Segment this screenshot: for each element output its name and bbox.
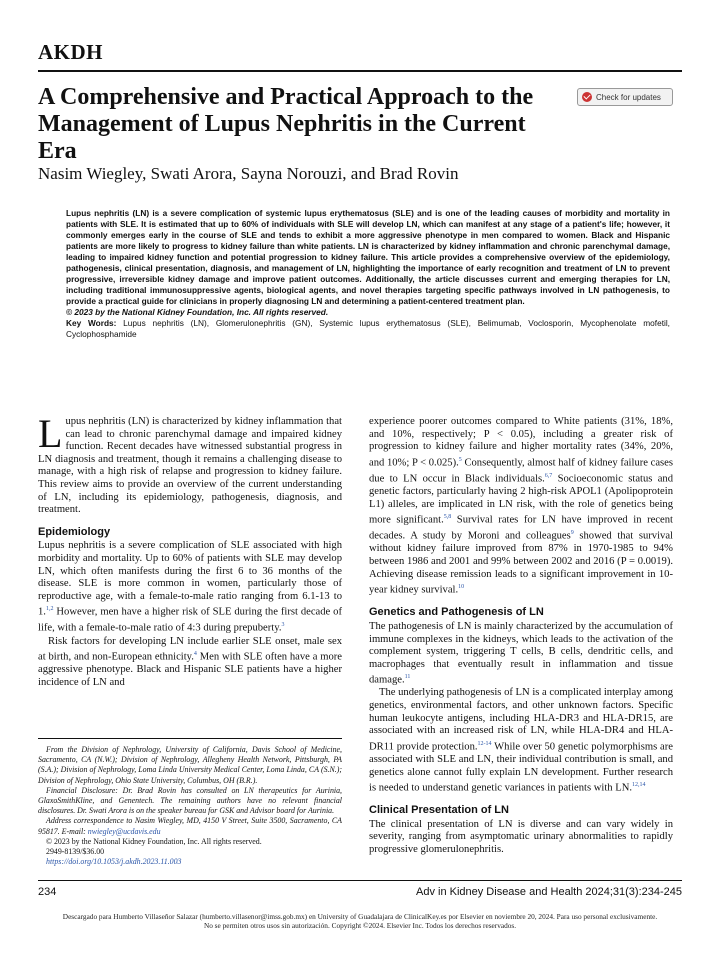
footnote-copyright: © 2023 by the National Kidney Foundation, Inc. All rights reserved. xyxy=(46,836,262,846)
reference-link[interactable]: 12-14 xyxy=(477,740,492,747)
check-for-updates-label: Check for updates xyxy=(596,92,661,102)
affiliations-note: From the Division of Nephrology, University of California, Davis School of Medicine, Sacramento, CA (N.W.); Division of Nephrology, Allegheny Health Network, Pittsburgh, PA (S.A.); Division of Nephrology, Loma Linda University Medical Center, Loma Linda, CA (S.N.); Division of Nephrology, Ohio State University, Columbus, OH (B.R.). xyxy=(38,745,342,785)
genetics-paragraph-2: The underlying pathogenesis of LN is a complicated interplay among genetics, environmental factors, and other unknown factors. Specific human leukocyte antigens, including HLA-DR3 and HLA-DR15, are associated with an increased risk of LN, while HLA-DR4 and HLA-DR11 provide protection.$^{12-14}$ While over 50 genetic polymorphisms are associated with SLE and LN, their individual contribution is small, and genetics alone cannot fully explain LN development. Further research is needed to understand genetic variances in patients with LN.$^{12,14}$ xyxy=(369,687,673,794)
epidemiology-paragraph-2: Risk factors for developing LN include earlier SLE onset, male sex at birth, and non-European ethnicity.$^4$ Men with SLE often have a more aggressive phenotype. Black and Hispanic SLE patients have a higher incidence of LN and xyxy=(38,635,342,688)
email-link[interactable]: nwiegley@ucdavis.edu xyxy=(87,826,161,836)
section-heading-clinical: Clinical Presentation of LN xyxy=(369,804,509,817)
intro-paragraph: Lupus nephritis (LN) is characterized by kidney inflammation that can lead to chronic parenchymal damage and impaired kidney function. Recent decades have witnessed substantial progress in LN diagnosis and treatment, though it remains a challenging disease to manage, with a high risk of relapse and progression to kidney failure. This review aims to provide an overview of the current understanding of LN, including its epidemiology, pathogenesis, diagnosis, and treatment. xyxy=(38,411,342,516)
reference-link[interactable]: 5,8 xyxy=(443,514,452,521)
reference-link[interactable]: 5 xyxy=(458,456,462,463)
abstract-copyright: © 2023 by the National Kidney Foundation, Inc. All rights reserved. xyxy=(66,307,329,317)
disclosure-note: Financial Disclosure: Dr. Brad Rovin has consulted on LN therapeutics for Aurinia, GlaxoSmithKline, and Genentech. The remaining authors have no relevant financial disclosures. Dr. Swati Arora is on the speaker bureau for GSK and Advisor board for Aurinia. xyxy=(38,785,342,816)
journal-name: AKDH xyxy=(38,40,103,64)
reference-link[interactable]: 4 xyxy=(193,651,197,658)
abstract xyxy=(66,208,670,340)
correspondence-note: Address correspondence to Nasim Wiegley, MD, 4150 V Street, Suite 3500, Sacramento, CA 95817. E-mail: nwiegley@ucdavis.edu xyxy=(38,816,342,836)
reference-link[interactable]: 6,7 xyxy=(544,472,553,479)
article-title: A Comprehensive and Practical Approach to the Management of Lupus Nephritis in the Current Era xyxy=(38,84,534,164)
left-column xyxy=(38,411,342,689)
footer-rule xyxy=(38,880,682,881)
footnotes xyxy=(38,738,342,867)
reference-link[interactable]: 11 xyxy=(404,674,411,681)
author-list: Nasim Wiegley, Swati Arora, Sayna Norouzi, and Brad Rovin xyxy=(38,164,459,183)
epidemiology-paragraph-1: Lupus nephritis is a severe complication of SLE associated with high morbidity and mortality. Up to 60% of patients with SLE may develop LN, which often manifests during the first 6 to 36 months of the disease. SLE is more common in women, particularly those of reproductive age, with a female-to-male ratio ranging from 6.1-13 to 1.$^{1,2}$ However, men have a higher risk of SLE during the first decade of life, with a female-to-male ratio of 4:3 during prepuberty.$^3$ xyxy=(38,540,342,634)
clinical-paragraph-1: The clinical presentation of LN is diverse and can vary widely in severity, ranging from asymptomatic urinary abnormalities to rapidly progressive glomerulonephritis. xyxy=(369,818,673,856)
section-heading-epidemiology: Epidemiology xyxy=(38,525,111,538)
abstract-text: Lupus nephritis (LN) is a severe complication of systemic lupus erythematosus (SLE) and is one of the leading causes of morbidity and mortality in patients with SLE. It is estimated that up to 60% of individuals with SLE will develop LN, which can manifest at any stage of a patient's life; however, it commonly emerges early in the course of SLE and tends to exhibit a more aggressive phenotype in men compared to women. Black and Hispanic patients are more likely to progress to kidney failure than white patients. LN is characterized by kidney inflammation and chronic parenchymal damage, leading to impaired kidney function and potential progression to kidney failure. This article provides a comprehensive overview of the epidemiology, pathogenesis, clinical presentation, diagnosis, and management of LN, highlighting the importance of early recognition and treatment of LN to prevent progressive, irreversible kidney damage and improve patient outcomes. Additionally, the article discusses current and emerging therapies for LN, including traditional immunosuppressive agents, biological agents, and novel therapies targeting specific pathways involved in LN pathogenesis, to provide a practical guide for clinicians in properly diagnosing LN and determining a patient-centered treatment plan. xyxy=(66,208,670,306)
check-updates-icon xyxy=(582,92,592,102)
reference-link[interactable]: 9 xyxy=(570,530,574,537)
header-rule xyxy=(38,70,682,72)
drop-cap: L xyxy=(38,411,63,456)
download-notice: Descargado para Humberto Villaseñor Salazar (humberto.villasenor@imss.gob.mx) en University of Guadalajara de ClinicalKey.es por Elsevier en noviembre 20, 2024. Para uso personal exclusivamente. No se permiten otros usos sin autorización. Copyright ©2024. Elsevier Inc. Todos los derechos reservados. xyxy=(62,912,658,930)
page-number: 234 xyxy=(38,886,57,898)
keywords-values: Lupus nephritis (LN), Glomerulonephritis (GN), Systemic lupus erythematosus (SLE), Belimumab, Voclosporin, Mycophenolate mofetil, Cyclophosphamide xyxy=(66,318,670,339)
journal-citation: Adv in Kidney Disease and Health 2024;31(3):234-245 xyxy=(415,886,682,898)
right-column xyxy=(369,416,673,857)
epidemiology-continuation: experience poorer outcomes compared to White patients (31%, 18%, and 10%, respectively; P < 0.05), including a greater risk of progression to kidney failure and higher mortality rates (34%, 20%, and 10%; P < 0.025).$^5$ Consequently, almost half of kidney failure cases due to LN occur in Black individuals.$^{6,7}$ Socioeconomic status and genetic factors, particularly having 2 high-risk APOL1 (Apolipoprotein L1) alleles, are implicated in LN risk, with the role of genetics being more significant.$^{5,8}$ Survival rates for LN have improved in recent decades. A study by Moroni and colleagues$^9$ showed that survival without kidney failure improved from 87% in 1970-1985 to 94% between 1986 and 2001 and 99% between 2002 and 2016 (P = 0.0019). Achieving disease remission leads to a significant improvement in 10-year kidney survival.$^{10}$ xyxy=(369,416,673,596)
check-for-updates-button[interactable] xyxy=(577,88,673,106)
reference-link[interactable]: 12,14 xyxy=(632,782,646,789)
doi-link[interactable]: https://doi.org/10.1053/j.akdh.2023.11.003 xyxy=(46,857,182,867)
section-heading-genetics: Genetics and Pathogenesis of LN xyxy=(369,606,544,619)
keywords-label: Key Words: xyxy=(66,318,117,328)
genetics-paragraph-1: The pathogenesis of LN is mainly characterized by the accumulation of immune complexes in the kidneys, which leads to the activation of the complement system, triggering T cells, B cells, dendritic cells, and macrophages that eventually result in inflammation and tissue damage.$^{11}$ xyxy=(369,620,673,686)
reference-link[interactable]: 3 xyxy=(281,622,285,629)
reference-link[interactable]: 10 xyxy=(458,584,465,591)
keywords xyxy=(66,318,670,340)
reference-link[interactable]: 1,2 xyxy=(45,606,54,613)
issn: 2949-8139/$36.00 xyxy=(46,847,105,857)
